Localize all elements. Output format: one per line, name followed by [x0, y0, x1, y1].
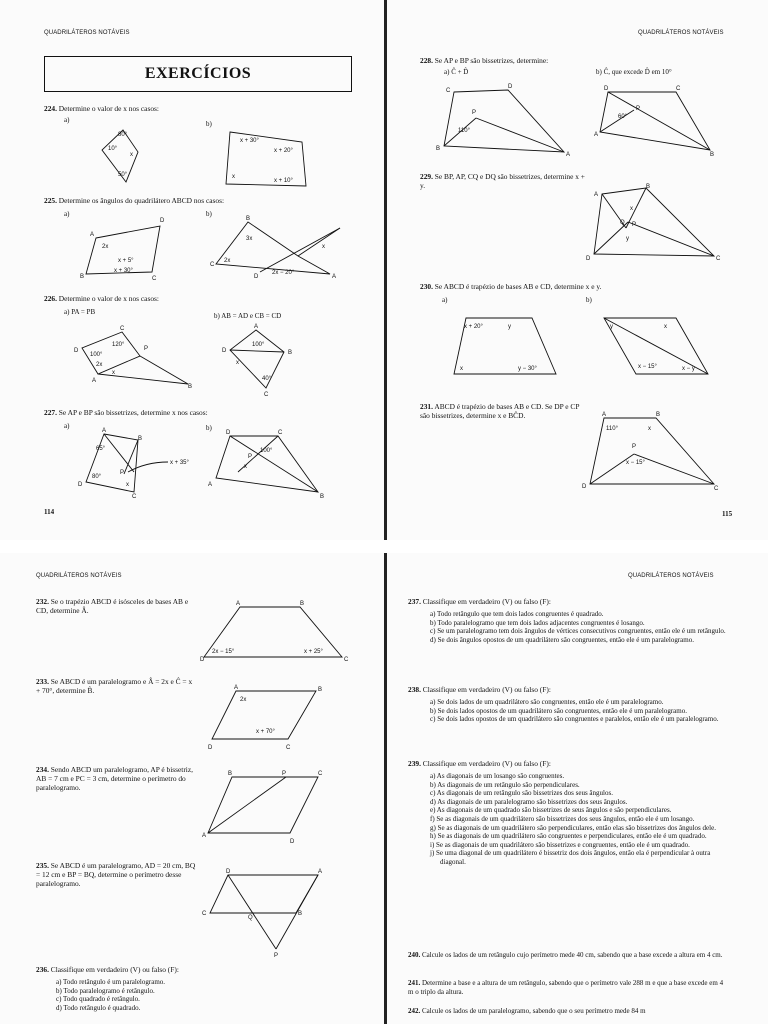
svg-text:x + 70°: x + 70°: [256, 729, 275, 735]
svg-text:110°: 110°: [458, 128, 470, 134]
svg-text:A: A: [234, 685, 239, 691]
svg-text:D: D: [254, 274, 259, 280]
svg-text:Q: Q: [620, 220, 625, 226]
list-item: b) As diagonais de um retângulo são perpendiculares.: [430, 780, 580, 789]
svg-text:2x: 2x: [240, 697, 247, 703]
svg-text:C: C: [318, 771, 323, 777]
figure-225b: [210, 216, 356, 280]
svg-text:B: B: [80, 274, 85, 280]
svg-text:B: B: [246, 216, 251, 222]
svg-text:x + 5°: x + 5°: [118, 258, 134, 264]
svg-text:x − 15°: x − 15°: [638, 364, 657, 370]
svg-text:D: D: [604, 86, 609, 92]
svg-text:B: B: [228, 771, 233, 777]
svg-text:120°: 120°: [112, 342, 125, 348]
figure-228b: [594, 82, 718, 158]
svg-text:D: D: [78, 482, 83, 488]
svg-text:B: B: [436, 146, 441, 152]
list-item: d) Todo retângulo é quadrado.: [56, 1003, 141, 1012]
svg-text:D: D: [586, 256, 591, 262]
list-item: h) Se as diagonais de um quadrilátero são congruentes e perpendiculares, então ele é um quadrado.: [430, 832, 707, 841]
svg-text:x: x: [460, 366, 463, 372]
figure-234: [202, 767, 332, 843]
svg-text:x + 20°: x + 20°: [274, 148, 293, 154]
svg-text:C: C: [278, 430, 283, 436]
svg-text:D: D: [226, 869, 231, 875]
svg-text:100°: 100°: [90, 352, 103, 358]
svg-text:C: C: [120, 326, 125, 332]
svg-text:x: x: [648, 426, 651, 432]
svg-text:3x: 3x: [246, 236, 253, 242]
svg-text:C: C: [152, 276, 157, 282]
svg-text:65°: 65°: [96, 446, 106, 452]
figure-225a: [80, 216, 170, 282]
svg-text:B: B: [138, 436, 143, 442]
list-item: b) Se dois lados opostos de um quadrilátero são congruentes, então ele é um paralelogramo.: [430, 706, 687, 715]
item-a-label: a): [442, 296, 448, 304]
figure-224b: [222, 128, 316, 192]
svg-text:x: x: [322, 244, 325, 250]
exercise-237-list: [430, 610, 730, 644]
running-header: QUADRILÁTEROS NOTÁVEIS: [36, 573, 122, 579]
svg-text:x + 10°: x + 10°: [274, 178, 293, 184]
svg-text:C: C: [264, 392, 269, 398]
svg-text:B: B: [318, 687, 323, 693]
svg-text:110°: 110°: [606, 426, 618, 432]
exercise-224: 224. Determine o valor de x nos casos:: [44, 104, 159, 113]
svg-text:P: P: [472, 110, 477, 116]
page-bottom-right: [386, 553, 768, 1024]
svg-text:x + 30°: x + 30°: [240, 138, 259, 144]
svg-text:x + 20°: x + 20°: [464, 324, 483, 330]
list-item: c) As diagonais de um retângulo são bissetrizes dos seus ângulos.: [430, 789, 613, 798]
svg-text:y: y: [626, 236, 629, 242]
svg-text:C: C: [676, 86, 681, 92]
list-item: d) Se dois ângulos opostos de um quadrilátero são congruentes, então ele é um paralelogramo.: [430, 635, 694, 644]
page-gutter-top: [384, 0, 387, 540]
figure-227b: [208, 428, 328, 500]
svg-text:A: A: [318, 869, 323, 875]
svg-text:D: D: [222, 348, 227, 354]
item-a-label: a) Ĉ + D̂: [444, 68, 469, 76]
svg-text:C: C: [210, 262, 215, 268]
exercise-238-list: [430, 698, 730, 724]
list-item: c) Se um paralelogramo tem dois ângulos de vértices consecutivos congruentes, então ele é um retângulo.: [430, 627, 726, 636]
figure-226b: [222, 324, 296, 398]
svg-text:P: P: [144, 346, 149, 352]
svg-text:P: P: [632, 444, 637, 450]
list-item: a) Todo retângulo que tem dois lados congruentes é quadrado.: [430, 610, 604, 618]
exercise-228: 228. Se AP e BP são bissetrizes, determine:: [420, 56, 549, 65]
svg-text:D: D: [582, 484, 587, 490]
svg-text:A: A: [208, 482, 213, 488]
svg-text:50°: 50°: [118, 172, 128, 178]
svg-text:P: P: [274, 953, 279, 959]
svg-text:x: x: [236, 360, 239, 366]
svg-text:2x: 2x: [102, 244, 109, 250]
svg-text:2x: 2x: [96, 362, 103, 368]
svg-text:P: P: [636, 106, 641, 112]
exercise-230: 230. Se ABCD é trapézio de bases AB e CD, determine x e y.: [420, 282, 602, 291]
svg-text:D: D: [74, 348, 79, 354]
exercise-238: 238. Classifique em verdadeiro (V) ou falso (F):: [408, 685, 551, 694]
figure-228a: [436, 82, 576, 158]
page-115: [386, 0, 768, 540]
figure-233: [206, 681, 326, 751]
figure-227a: [76, 428, 206, 500]
svg-text:C: C: [202, 911, 207, 917]
item-a-label: a): [64, 422, 70, 430]
svg-text:C: C: [286, 745, 291, 751]
svg-text:x: x: [112, 370, 115, 376]
list-item: d) As diagonais de um paralelogramo são bissetrizes dos seus ângulos.: [430, 797, 628, 806]
svg-text:40°: 40°: [262, 376, 272, 382]
exercise-235: 235. Se ABCD é um paralelogramo, AD = 20 cm, BQ = 12 cm e BP = BQ, determine o perímetro desse paralelogramo.: [36, 861, 196, 888]
item-b-label: b) AB = AD e CB = CD: [214, 312, 282, 320]
exercise-242: 242. Calcule os lados de um paralelogramo, sabendo que o seu perímetro mede 84 m: [408, 1007, 646, 1015]
svg-text:x: x: [630, 206, 633, 212]
item-b-label: b): [206, 424, 212, 432]
svg-text:x − 15°: x − 15°: [626, 460, 645, 466]
svg-text:y: y: [508, 324, 511, 330]
list-item: b) Todo paralelogramo que tem dois lados adjacentes congruentes é losango.: [430, 618, 645, 627]
svg-text:x: x: [232, 174, 235, 180]
figure-231: [582, 408, 722, 492]
list-item: j) Se uma diagonal de um quadrilátero é bissetriz dos dois ângulos, então ela é perpendicular à outra diagonal.: [430, 849, 711, 866]
item-a-label: a) PA = PB: [64, 308, 96, 316]
exercise-234: 234. Sendo ABCD um paralelogramo, AP é bissetriz, AB = 7 cm e PC = 3 cm, determine o perímetro do paralelogramo.: [36, 765, 193, 792]
page-number: 114: [44, 508, 55, 516]
svg-text:D: D: [208, 745, 213, 751]
exercise-240: 240. Calcule os lados de um retângulo cujo perímetro mede 40 cm, sabendo que a base excede a altura em 4 cm.: [408, 951, 723, 959]
list-item: i) Se as diagonais de um quadrilátero são bissetrizes e congruentes, então ele é um quadrado.: [430, 840, 690, 849]
list-item: b) Todo paralelogramo é retângulo.: [56, 986, 155, 995]
svg-text:B: B: [710, 152, 715, 158]
svg-text:P: P: [248, 454, 253, 460]
item-a-label: a): [64, 116, 70, 124]
svg-text:B: B: [656, 412, 661, 418]
svg-text:A: A: [102, 428, 107, 434]
exercise-241: 241. Determine a base e a altura de um retângulo, sabendo que o perímetro vale 288 m e que a base excede em 4 m o triplo da altura.: [408, 979, 724, 996]
svg-text:A: A: [202, 833, 207, 839]
page-bottom-left: [0, 553, 386, 1024]
svg-text:D: D: [160, 218, 165, 224]
item-b-label: b): [586, 296, 592, 304]
exercise-236-list: [56, 978, 356, 1012]
svg-text:2x: 2x: [224, 258, 231, 264]
page-gutter-bottom: [384, 553, 387, 1024]
figure-235: [200, 867, 330, 959]
figure-226a: [72, 326, 196, 388]
svg-text:A: A: [594, 192, 599, 198]
svg-text:x: x: [664, 324, 667, 330]
item-b-label: b) Ĉ, que excede D̂ em 10°: [596, 68, 672, 76]
exercise-226: 226. Determine o valor de x nos casos:: [44, 294, 159, 303]
svg-text:P: P: [120, 470, 125, 476]
svg-text:C: C: [344, 657, 349, 663]
svg-text:A: A: [594, 132, 599, 138]
svg-text:x − y: x − y: [682, 366, 695, 372]
svg-text:P: P: [282, 771, 287, 777]
list-item: e) As diagonais de um quadrado são bissetrizes de seus ângulos e são perpendiculares.: [430, 806, 672, 815]
list-item: f) Se as diagonais de um quadrilátero são bissetrizes dos seus ângulos, então ele é um losango.: [430, 814, 695, 823]
svg-text:A: A: [332, 274, 337, 280]
list-item: g) Se as diagonais de um quadrilátero são perpendiculares, então elas são bissetrizes dos ângulos dele.: [430, 823, 716, 832]
svg-text:A: A: [236, 601, 241, 607]
svg-text:B: B: [646, 184, 651, 190]
figure-224a: [96, 126, 166, 188]
svg-text:100°: 100°: [252, 342, 265, 348]
svg-text:2x − 15°: 2x − 15°: [212, 649, 235, 655]
svg-text:C: C: [716, 256, 721, 262]
exercise-239: 239. Classifique em verdadeiro (V) ou falso (F):: [408, 759, 551, 768]
svg-text:Q: Q: [248, 915, 253, 921]
exercise-233: 233. Se ABCD é um paralelogramo e Â = 2x e Ĉ = x + 70°, determine B̂.: [36, 677, 193, 695]
exercise-237: 237. Classifique em verdadeiro (V) ou falso (F):: [408, 597, 551, 606]
svg-text:B: B: [320, 494, 325, 500]
item-b-label: b): [206, 210, 212, 218]
svg-text:B: B: [298, 911, 303, 917]
svg-text:x: x: [130, 152, 133, 158]
svg-text:C: C: [714, 486, 719, 492]
list-item: a) Todo retângulo é um paralelogramo.: [56, 978, 166, 986]
figure-230a: [448, 312, 568, 378]
svg-text:A: A: [92, 378, 97, 384]
list-item: a) Se dois lados de um quadrilátero são congruentes, então ele é um paralelogramo.: [430, 698, 664, 706]
figure-232: [200, 597, 360, 665]
svg-text:B: B: [288, 350, 293, 356]
svg-text:x + 30°: x + 30°: [114, 268, 133, 274]
svg-text:D: D: [226, 430, 231, 436]
page-114: [0, 0, 386, 540]
exercise-231: 231. ABCD é trapézio de bases AB e CD. Se DP e CP são bissetrizes, determine x e BĈD.: [420, 402, 580, 420]
svg-text:x: x: [244, 464, 247, 470]
svg-text:B: B: [188, 384, 193, 390]
exercise-236: 236. Classifique em verdadeiro (V) ou falso (F):: [36, 965, 179, 974]
svg-text:100°: 100°: [260, 448, 273, 454]
svg-text:C: C: [446, 88, 451, 94]
svg-text:x: x: [126, 482, 129, 488]
svg-text:60°: 60°: [618, 114, 628, 120]
svg-text:A: A: [254, 324, 259, 330]
svg-text:A: A: [602, 412, 607, 418]
svg-text:10°: 10°: [108, 146, 118, 152]
running-header: QUADRILÁTEROS NOTÁVEIS: [44, 30, 130, 36]
running-header: QUADRILÁTEROS NOTÁVEIS: [628, 573, 714, 579]
svg-text:x + 25°: x + 25°: [304, 649, 323, 655]
svg-text:D: D: [508, 84, 513, 90]
section-title: EXERCÍCIOS: [44, 56, 352, 92]
svg-text:A: A: [90, 232, 95, 238]
svg-text:P: P: [632, 222, 637, 228]
svg-text:80°: 80°: [92, 474, 102, 480]
exercise-229: 229. Se BP, AP, CQ e DQ são bissetrizes, determine x + y.: [420, 172, 585, 190]
list-item: c) Todo quadrado é retângulo.: [56, 995, 140, 1004]
item-b-label: b): [206, 120, 212, 128]
exercise-227: 227. Se AP e BP são bissetrizes, determine x nos casos:: [44, 408, 208, 417]
list-item: a) As diagonais de um losango são congruentes.: [430, 772, 565, 780]
page-number: 115: [722, 510, 733, 518]
list-item: c) Se dois lados opostos de um quadrilátero são congruentes e paralelos, então ele é um paralelogramo.: [430, 715, 719, 724]
svg-text:D: D: [200, 657, 205, 663]
item-a-label: a): [64, 210, 70, 218]
svg-text:B: B: [300, 601, 305, 607]
svg-text:D: D: [290, 839, 295, 845]
exercise-225: 225. Determine os ângulos do quadrilátero ABCD nos casos:: [44, 196, 225, 205]
figure-229: [586, 184, 724, 262]
exercise-232: 232. Se o trapézio ABCD é isósceles de bases AB e CD, determine Â.: [36, 597, 189, 615]
svg-text:x + 35°: x + 35°: [170, 460, 189, 466]
exercise-239-list: [430, 772, 730, 867]
svg-text:y − 30°: y − 30°: [518, 366, 537, 372]
svg-text:80°: 80°: [118, 132, 128, 138]
svg-text:y: y: [610, 324, 613, 330]
svg-text:C: C: [132, 494, 137, 500]
figure-230b: [596, 312, 716, 378]
running-header: QUADRILÁTEROS NOTÁVEIS: [638, 30, 724, 36]
svg-text:A: A: [566, 152, 571, 158]
svg-text:2x − 20°: 2x − 20°: [272, 270, 295, 276]
page-fold: [0, 541, 768, 553]
